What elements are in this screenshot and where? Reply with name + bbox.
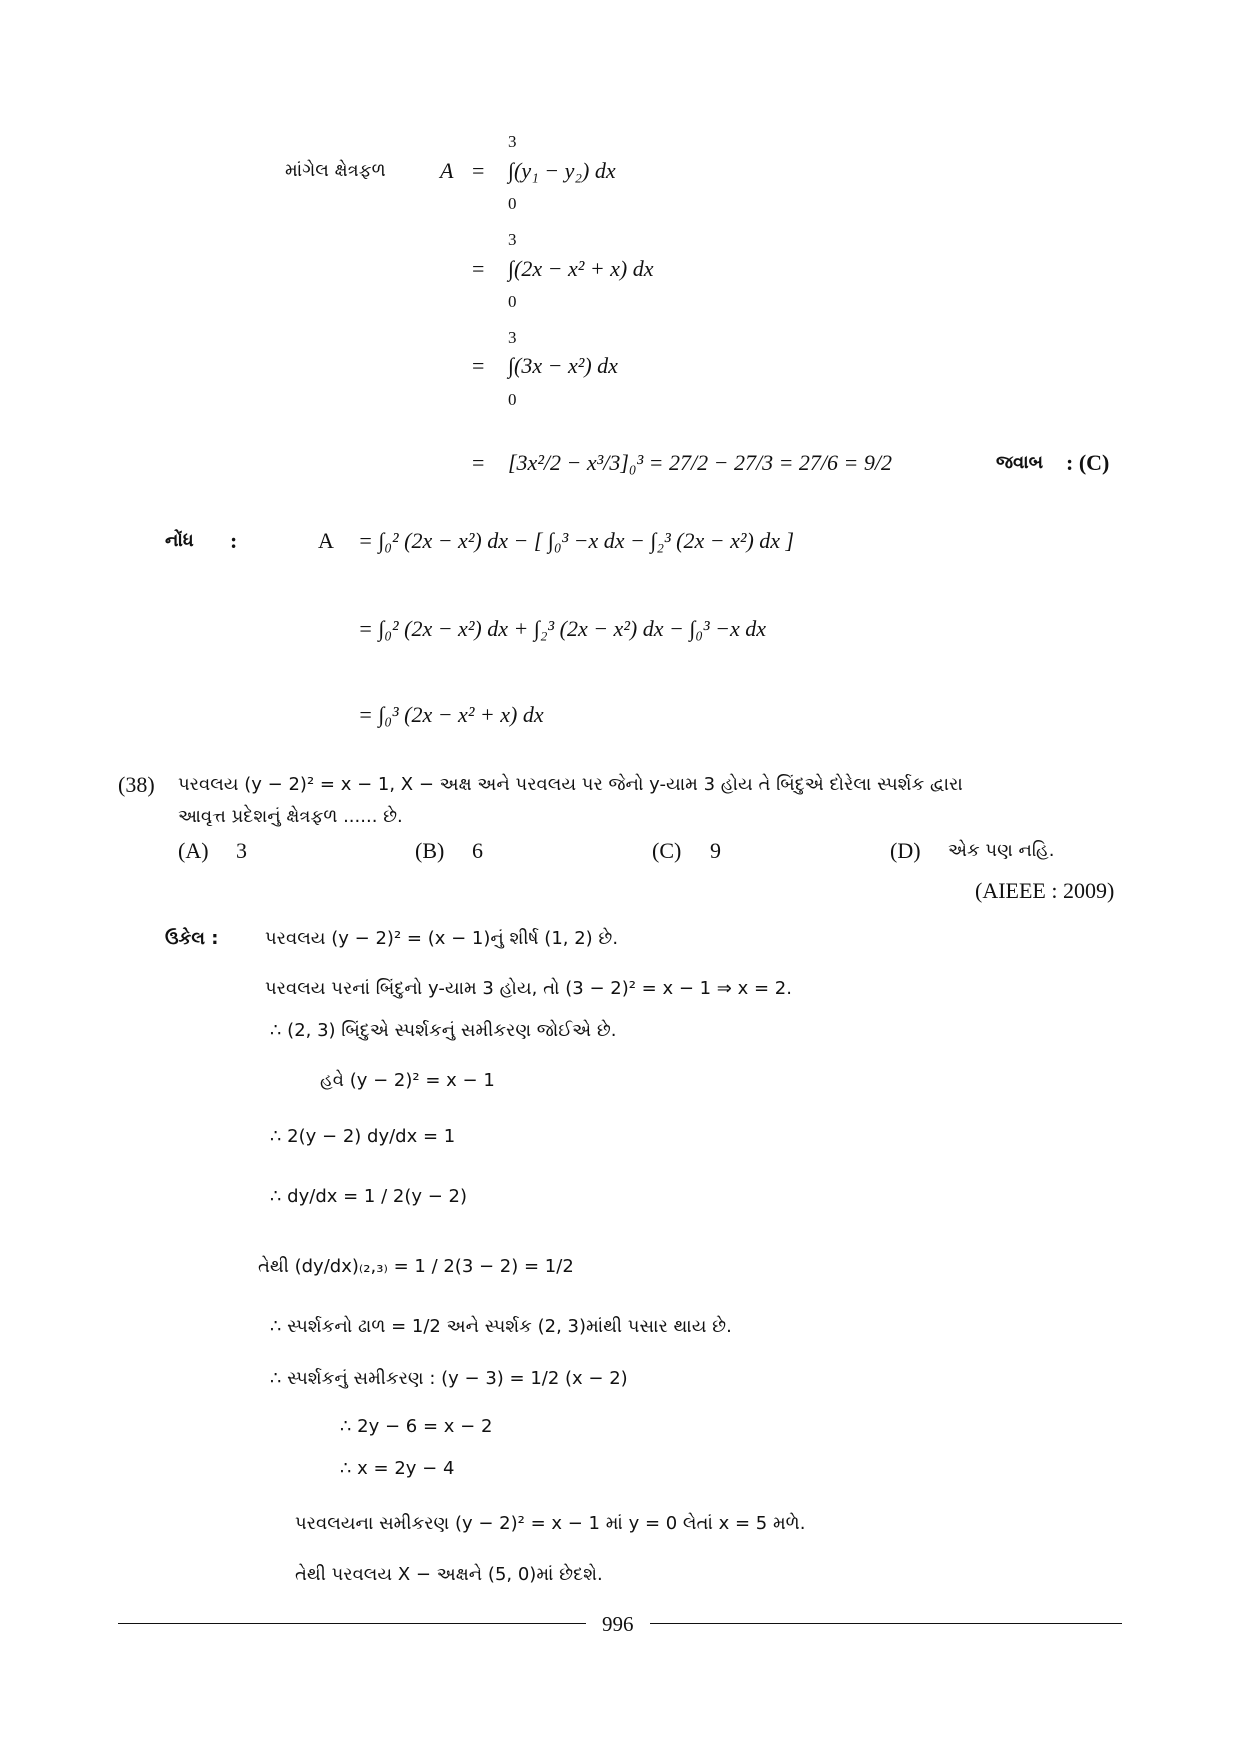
- equals-sign: =: [472, 450, 485, 475]
- note-colon: :: [230, 528, 238, 553]
- integral-line-2: ∫(2x − x² + x) dx: [508, 256, 654, 281]
- question-text-line-2: આવૃત્ત પ્રદેશનું ક્ષેત્રફળ ...... છે.: [178, 806, 403, 827]
- solution-line: પરવલય (y − 2)² = (x − 1)નું શીર્ષ (1, 2) છે.: [265, 928, 619, 949]
- solution-line: પરવલયના સમીકરણ (y − 2)² = x − 1 માં y = 0 લેતાં x = 5 મળે.: [295, 1513, 806, 1534]
- option-a-value: 3: [236, 838, 247, 863]
- option-d-key: (D): [890, 838, 921, 863]
- upper-limit: 3: [508, 328, 517, 347]
- solution-label: ઉકેલ :: [165, 928, 219, 949]
- equals-sign: =: [472, 158, 485, 183]
- answer-value: : (C): [1066, 450, 1110, 475]
- solution-line: હવે (y − 2)² = x − 1: [320, 1070, 495, 1091]
- footer-rule-left: [118, 1623, 586, 1624]
- integral-line-3: ∫(3x − x²) dx: [508, 353, 618, 378]
- upper-limit: 3: [508, 230, 517, 249]
- equals-sign: =: [472, 256, 485, 281]
- area-label: માંગેલ ક્ષેત્રફળ: [285, 160, 386, 181]
- solution-line: ∴ (2, 3) બિંદુએ સ્પર્શકનું સમીકરણ જોઈએ છે.: [270, 1020, 617, 1041]
- question-number: (38): [118, 772, 155, 797]
- evaluation-line: [3x²/2 − x³/3]₀³ = 27/2 − 27/3 = 27/6 = 9/2: [508, 450, 892, 475]
- option-c-key: (C): [652, 838, 682, 863]
- solution-line: ∴ dy/dx = 1 / 2(y − 2): [270, 1186, 468, 1207]
- footer-rule-right: [650, 1623, 1122, 1624]
- lower-limit: 0: [508, 194, 517, 213]
- note-line-3: = ∫₀³ (2x − x² + x) dx: [358, 702, 544, 727]
- note-line-2: = ∫₀² (2x − x²) dx + ∫₂³ (2x − x²) dx − ∫₀³ −x dx: [358, 616, 766, 641]
- note-lhs: A: [318, 528, 334, 553]
- option-a-key: (A): [178, 838, 209, 863]
- equals-sign: =: [472, 353, 485, 378]
- solution-line: ∴ x = 2y − 4: [340, 1458, 455, 1479]
- option-b-value: 6: [472, 838, 483, 863]
- note-line-1: = ∫₀² (2x − x²) dx − [ ∫₀³ −x dx − ∫₂³ (2x − x²) dx ]: [358, 528, 795, 553]
- page-number: 996: [602, 1612, 634, 1636]
- lower-limit: 0: [508, 292, 517, 311]
- solution-line: ∴ 2y − 6 = x − 2: [340, 1416, 493, 1437]
- note-label: નોંધ: [165, 530, 194, 551]
- solution-line: ∴ સ્પર્શકનું સમીકરણ : (y − 3) = 1/2 (x − 2): [270, 1368, 628, 1389]
- solution-line: તેથી (dy/dx)₍₂,₃₎ = 1 / 2(3 − 2) = 1/2: [258, 1256, 574, 1277]
- solution-line: ∴ સ્પર્શકનો ઢાળ = 1/2 અને સ્પર્શક (2, 3)માંથી પસાર થાય છે.: [270, 1316, 732, 1337]
- option-c-value: 9: [710, 838, 721, 863]
- option-d-value: એક પણ નહિ.: [948, 840, 1055, 861]
- lower-limit: 0: [508, 390, 517, 409]
- answer-label: જવાબ: [996, 452, 1044, 473]
- option-b-key: (B): [415, 838, 445, 863]
- question-text-line-1: પરવલય (y − 2)² = x − 1, X − અક્ષ અને પરવલય પર જેનો y-યામ 3 હોય તે બિંદુએ દોરેલા સ્પર્શક દ્વારા: [178, 774, 963, 795]
- upper-limit: 3: [508, 132, 517, 151]
- question-source: (AIEEE : 2009): [975, 878, 1115, 903]
- solution-line: પરવલય પરનાં બિંદુનો y-યામ 3 હોય, તો (3 − 2)² = x − 1 ⇒ x = 2.: [265, 978, 792, 999]
- area-variable: A: [440, 158, 454, 183]
- solution-line: ∴ 2(y − 2) dy/dx = 1: [270, 1126, 456, 1147]
- integral-line-1: ∫(y₁ − y₂) dx: [508, 158, 616, 183]
- solution-line: તેથી પરવલય X − અક્ષને (5, 0)માં છેદશે.: [295, 1564, 603, 1585]
